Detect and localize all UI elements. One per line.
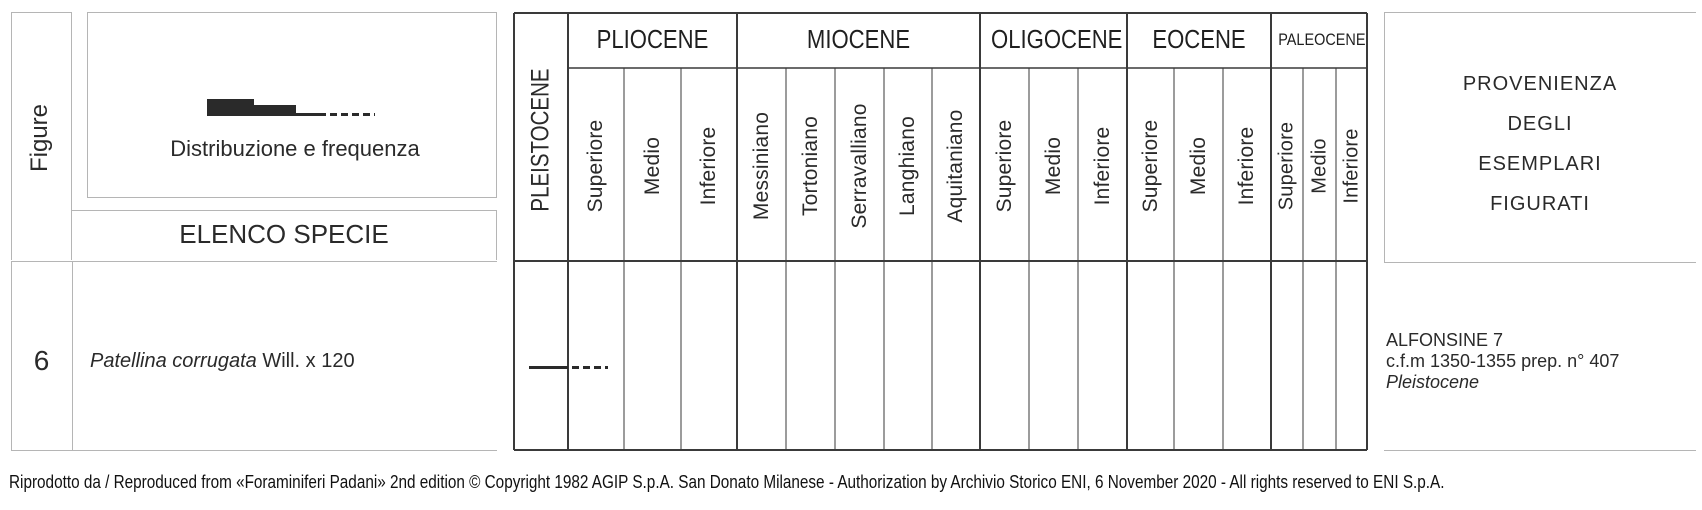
stage-label-inferiore: Inferiore (1090, 126, 1114, 206)
provenance-entry (1386, 330, 1619, 393)
stage-label-serravalliano: Serravalliano (847, 103, 871, 229)
stage-label-tortoniano: Tortoniano (798, 115, 822, 217)
species-name: Patellina corrugata (90, 350, 257, 372)
stage-label-messiniano: Messiniano (749, 111, 773, 221)
stage-label-superiore: Superiore (1275, 121, 1298, 211)
epoch-header-paleocene: PALEOCENE (1278, 30, 1366, 49)
provenance-site: ALFONSINE 7 (1386, 330, 1504, 350)
stage-label-superiore: Superiore (584, 119, 607, 213)
provenance-detail: c.f.m 1350-1355 prep. n° 407 (1386, 351, 1620, 371)
provenance-row-bottom-divider (1384, 450, 1696, 451)
epoch-header-oligocene: OLIGOCENE (991, 24, 1123, 54)
provenance-header-line1: PROVENIENZA (1462, 73, 1618, 95)
stage-label-superiore: Superiore (1138, 119, 1162, 213)
stage-label-superiore: Superiore (992, 119, 1016, 213)
figure-header-label: Figure (26, 103, 53, 173)
epoch-header-eocene: EOCENE (1152, 24, 1246, 54)
provenance-row-top-divider (1384, 262, 1696, 263)
stage-label-medio: Medio (1041, 136, 1065, 196)
species-authority: Will. x 120 (256, 350, 355, 372)
epoch-header-pliocene: PLIOCENE (596, 24, 709, 54)
provenance-header (1384, 64, 1696, 224)
pleistocene-header: PLEISTOCENE (526, 68, 555, 212)
provenance-header-line2: DEGLI (1507, 113, 1573, 135)
stage-label-medio: Medio (1308, 138, 1330, 194)
epoch-header-miocene: MIOCENE (806, 24, 911, 54)
stage-label-inferiore: Inferiore (1235, 126, 1258, 206)
stage-label-medio: Medio (640, 136, 664, 196)
provenance-age: Pleistocene (1386, 372, 1480, 392)
copyright-footer: Riprodotto da / Reproduced from «Foraminiferi Padani» 2nd edition © Copyright 1982 AGIP S.p.A. San Donato Milanese - Authorization by Archivio Storico ENI, 6 November 2020 - All rights reserved to ENI S.p.A. (9, 472, 1445, 492)
species-list-header: ELENCO SPECIE (179, 219, 389, 249)
stage-label-langhiano: Langhiano (896, 116, 919, 216)
stage-label-aquitaniano: Aquitaniano (944, 109, 967, 223)
stage-label-medio: Medio (1186, 136, 1210, 196)
figure-number: 6 (33, 345, 50, 376)
provenance-header-line3: ESEMPLARI (1478, 153, 1602, 175)
provenance-header-line4: FIGURATI (1490, 193, 1590, 215)
legend-caption: Distribuzione e frequenza (170, 136, 420, 161)
stage-label-inferiore: Inferiore (697, 126, 720, 206)
stage-label-inferiore: Inferiore (1340, 128, 1362, 204)
